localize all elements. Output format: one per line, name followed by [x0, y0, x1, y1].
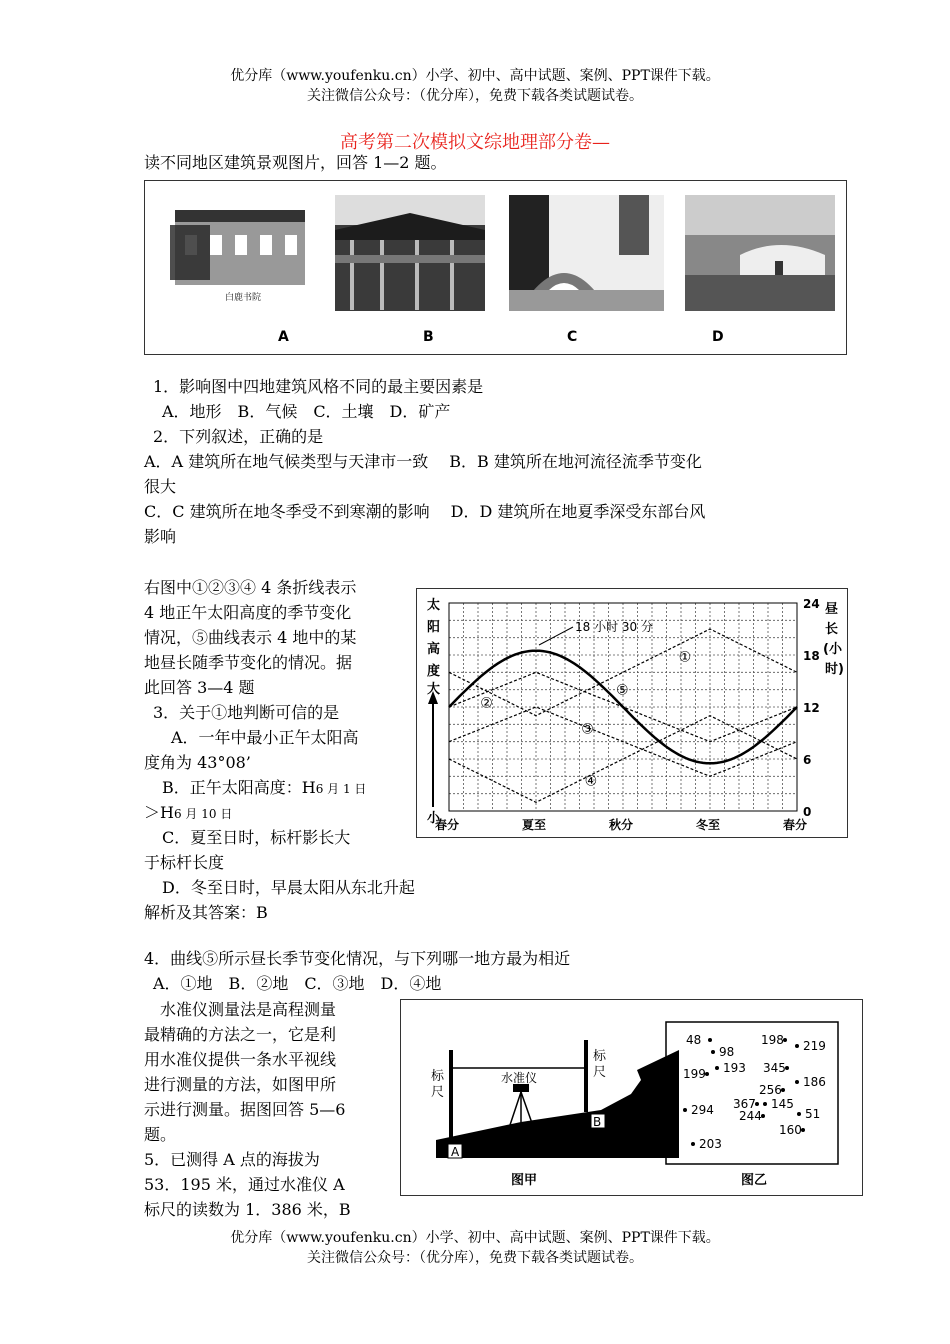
- footer-line-2: 关注微信公众号：（优分库），免费下载各类试题试卷。: [307, 1250, 643, 1266]
- q34-intro-4: 地昼长随季节变化的情况。据: [144, 653, 353, 672]
- figure-yi-caption: 图乙: [741, 1173, 768, 1188]
- x-tick-label: 冬至: [696, 818, 721, 832]
- q3-option-b-prefix: B．正午太阳高度：H: [162, 778, 316, 797]
- q56-line-5: 示进行测量。据图回答 5—6: [144, 1100, 346, 1119]
- q56-line-6: 题。: [144, 1125, 177, 1144]
- leveling-figures-panel: [400, 999, 863, 1196]
- photo-label-b: B: [423, 329, 434, 345]
- q3-option-a-1: A．一年中最小正午太阳高: [171, 728, 359, 747]
- q2-line-3: C．C 建筑所在地冬季受不到寒潮的影响 D．D 建筑所在地夏季深受东部台风: [144, 502, 706, 521]
- photo-d: [685, 195, 835, 311]
- chart-annotation-leader: [539, 627, 573, 645]
- right-tick-label: 24: [803, 597, 820, 611]
- photo-a-caption: 白鹿书院: [225, 293, 262, 303]
- spot-height-dot: [683, 1108, 687, 1112]
- staff-left-label-2: 尺: [431, 1085, 445, 1100]
- spot-height-label: 203: [699, 1137, 722, 1151]
- q56-line-4: 进行测量的方法，如图甲所: [144, 1075, 337, 1094]
- staff-right-label-1: 标: [593, 1049, 607, 1064]
- spot-height-dot: [708, 1038, 712, 1042]
- page-title: 高考第二次模拟文综地理部分卷—: [340, 132, 610, 153]
- spot-height-label: 98: [719, 1045, 735, 1059]
- left-axis-bottom: 小: [427, 811, 441, 826]
- q2-stem: 2．下列叙述，正确的是: [153, 427, 324, 446]
- series-marker-3: ③: [581, 721, 594, 738]
- staff-left-label-1: 标: [431, 1069, 445, 1084]
- photo-b: [335, 195, 485, 311]
- level-instrument: [513, 1084, 529, 1092]
- photo-a-illustration: [165, 195, 315, 311]
- spot-height-label: 294: [691, 1103, 714, 1117]
- left-axis-label-4: 大: [427, 682, 441, 697]
- chart-annotation: 18 小时 30 分: [575, 620, 653, 634]
- left-axis-label-1: 阳: [427, 620, 441, 635]
- q56-line-3: 用水准仪提供一条水平视线: [144, 1050, 337, 1069]
- footer-line-1: 优分库（www.youfenku.cn）小学、初中、高中试题、案例、PPT课件下载。: [230, 1230, 720, 1246]
- x-tick-label: 春分: [783, 818, 808, 832]
- left-axis-label-0: 太: [427, 598, 441, 613]
- right-tick-label: 6: [803, 753, 812, 767]
- series-marker-5: ⑤: [616, 682, 629, 699]
- q1-stem: 1．影响图中四地建筑风格不同的最主要因素是: [153, 377, 484, 396]
- photo-label-a: A: [278, 329, 289, 345]
- spot-height-dot: [691, 1142, 695, 1146]
- instrument-label: 水准仪: [501, 1071, 538, 1085]
- header-line-2: 关注微信公众号：（优分库），免费下载各类试题试卷。: [307, 88, 643, 104]
- terrain-profile: [436, 1050, 679, 1158]
- q3-option-b-2: [144, 800, 232, 827]
- q34-intro-3: 情况，⑤曲线表示 4 地中的某: [144, 628, 357, 647]
- right-tick-label: 12: [803, 701, 820, 715]
- sun-altitude-chart: [416, 588, 848, 838]
- right-tick-label: 18: [803, 649, 820, 663]
- q34-intro-2: 4 地正午太阳高度的季节变化: [144, 603, 352, 622]
- staff-right-label-2: 尺: [593, 1065, 607, 1080]
- spot-height-label: 48: [686, 1033, 702, 1047]
- q4-stem: 4．曲线⑤所示昼长季节变化情况，与下列哪一地方最为相近: [144, 949, 571, 968]
- right-axis-label-3: 时): [825, 662, 844, 677]
- spot-height-label: 193: [723, 1061, 746, 1075]
- spot-height-label: 198: [761, 1033, 784, 1047]
- spot-height-label: 256: [759, 1083, 782, 1097]
- photo-c-illustration: [509, 195, 664, 311]
- q34-intro-5: 此回答 3—4 题: [144, 678, 255, 697]
- spot-heights: [683, 1033, 826, 1151]
- spot-height-label: 199: [683, 1067, 706, 1081]
- q56-line-1: 水准仪测量法是高程测量: [144, 1000, 337, 1019]
- x-tick-label: 春分: [435, 818, 460, 832]
- q56-line-7: 5．已测得 A 点的海拔为: [144, 1150, 320, 1169]
- spot-height-label: 345: [763, 1061, 786, 1075]
- x-tick-label: 夏至: [522, 818, 547, 832]
- spot-height-dot: [715, 1066, 719, 1070]
- photo-label-d: D: [712, 329, 724, 345]
- chart-svg: [417, 589, 847, 837]
- q3-option-b-sub1: 6 月 1 日: [315, 782, 367, 796]
- q2-line-2: 很大: [144, 477, 177, 496]
- intro-text: 读不同地区建筑景观图片，回答 1—2 题。: [144, 153, 447, 172]
- q56-line-9: 标尺的读数为 1．386 米，B: [144, 1200, 351, 1219]
- leveling-figures-svg: [401, 1000, 862, 1195]
- spot-height-dot: [711, 1050, 715, 1054]
- photo-b-illustration: [335, 195, 485, 311]
- tripod-leg-right: [521, 1092, 533, 1126]
- point-a-label: A: [451, 1145, 460, 1159]
- photo-d-illustration: [685, 195, 835, 311]
- photo-c: [509, 195, 664, 311]
- spot-height-label: 145: [771, 1097, 794, 1111]
- spot-height-dot: [797, 1112, 801, 1116]
- q4-options: A．①地 B．②地 C．③地 D．④地: [153, 974, 442, 993]
- q3-option-d: D．冬至日时，早晨太阳从东北升起: [162, 878, 415, 897]
- point-b-label: B: [593, 1115, 602, 1129]
- header-line-1: 优分库（www.youfenku.cn）小学、初中、高中试题、案例、PPT课件下载。: [230, 68, 720, 84]
- spot-height-dot: [795, 1080, 799, 1084]
- spot-height-label: 244: [739, 1109, 762, 1123]
- q56-line-8: 53．195 米，通过水准仪 A: [144, 1175, 345, 1194]
- q3-stem: 3．关于①地判断可信的是: [153, 703, 340, 722]
- building-photos-panel: [144, 180, 847, 355]
- x-tick-label: 秋分: [609, 818, 634, 832]
- photo-label-c: C: [567, 329, 578, 345]
- right-axis-label-1: 长: [825, 622, 839, 637]
- q3-option-b-1: [162, 775, 366, 802]
- left-axis-label-2: 高: [427, 642, 441, 657]
- right-tick-label: 0: [803, 805, 812, 819]
- spot-height-dot: [763, 1102, 767, 1106]
- q3-option-a-2: 度角为 43°08’: [144, 753, 251, 772]
- q3-option-c-2: 于标杆长度: [144, 853, 225, 872]
- spot-height-label: 51: [805, 1107, 821, 1121]
- q34-intro-1: 右图中①②③④ 4 条折线表示: [144, 578, 357, 597]
- photo-a: [165, 195, 315, 311]
- right-axis-label-2: (小: [823, 642, 842, 657]
- q2-line-1: A．A 建筑所在地气候类型与天津市一致 B．B 建筑所在地河流径流季节变化: [144, 452, 702, 471]
- q1-options: A．地形 B．气候 C．土壤 D．矿产: [162, 402, 451, 421]
- q3-answer: 解析及其答案：B: [144, 903, 268, 922]
- spot-height-label: 160: [779, 1123, 802, 1137]
- spot-height-label: 219: [803, 1039, 826, 1053]
- series-marker-1: ①: [678, 649, 692, 666]
- q2-line-4: 影响: [144, 527, 177, 546]
- spot-height-label: 186: [803, 1075, 826, 1089]
- right-axis-label-0: 昼: [825, 602, 839, 617]
- q3-option-b-mid: ＞H: [144, 803, 174, 822]
- q56-line-2: 最精确的方法之一，它是利: [144, 1025, 337, 1044]
- series-marker-2: ②: [480, 695, 493, 712]
- spot-height-dot: [795, 1044, 799, 1048]
- q3-option-c-1: C．夏至日时，标杆影长大: [162, 828, 351, 847]
- series-marker-4: ④: [584, 773, 598, 790]
- spot-height-label: 367: [733, 1097, 756, 1111]
- left-axis-label-3: 度: [427, 664, 441, 679]
- q3-option-b-sub2: 6 月 10 日: [173, 807, 233, 821]
- figure-jia-caption: 图甲: [511, 1173, 538, 1188]
